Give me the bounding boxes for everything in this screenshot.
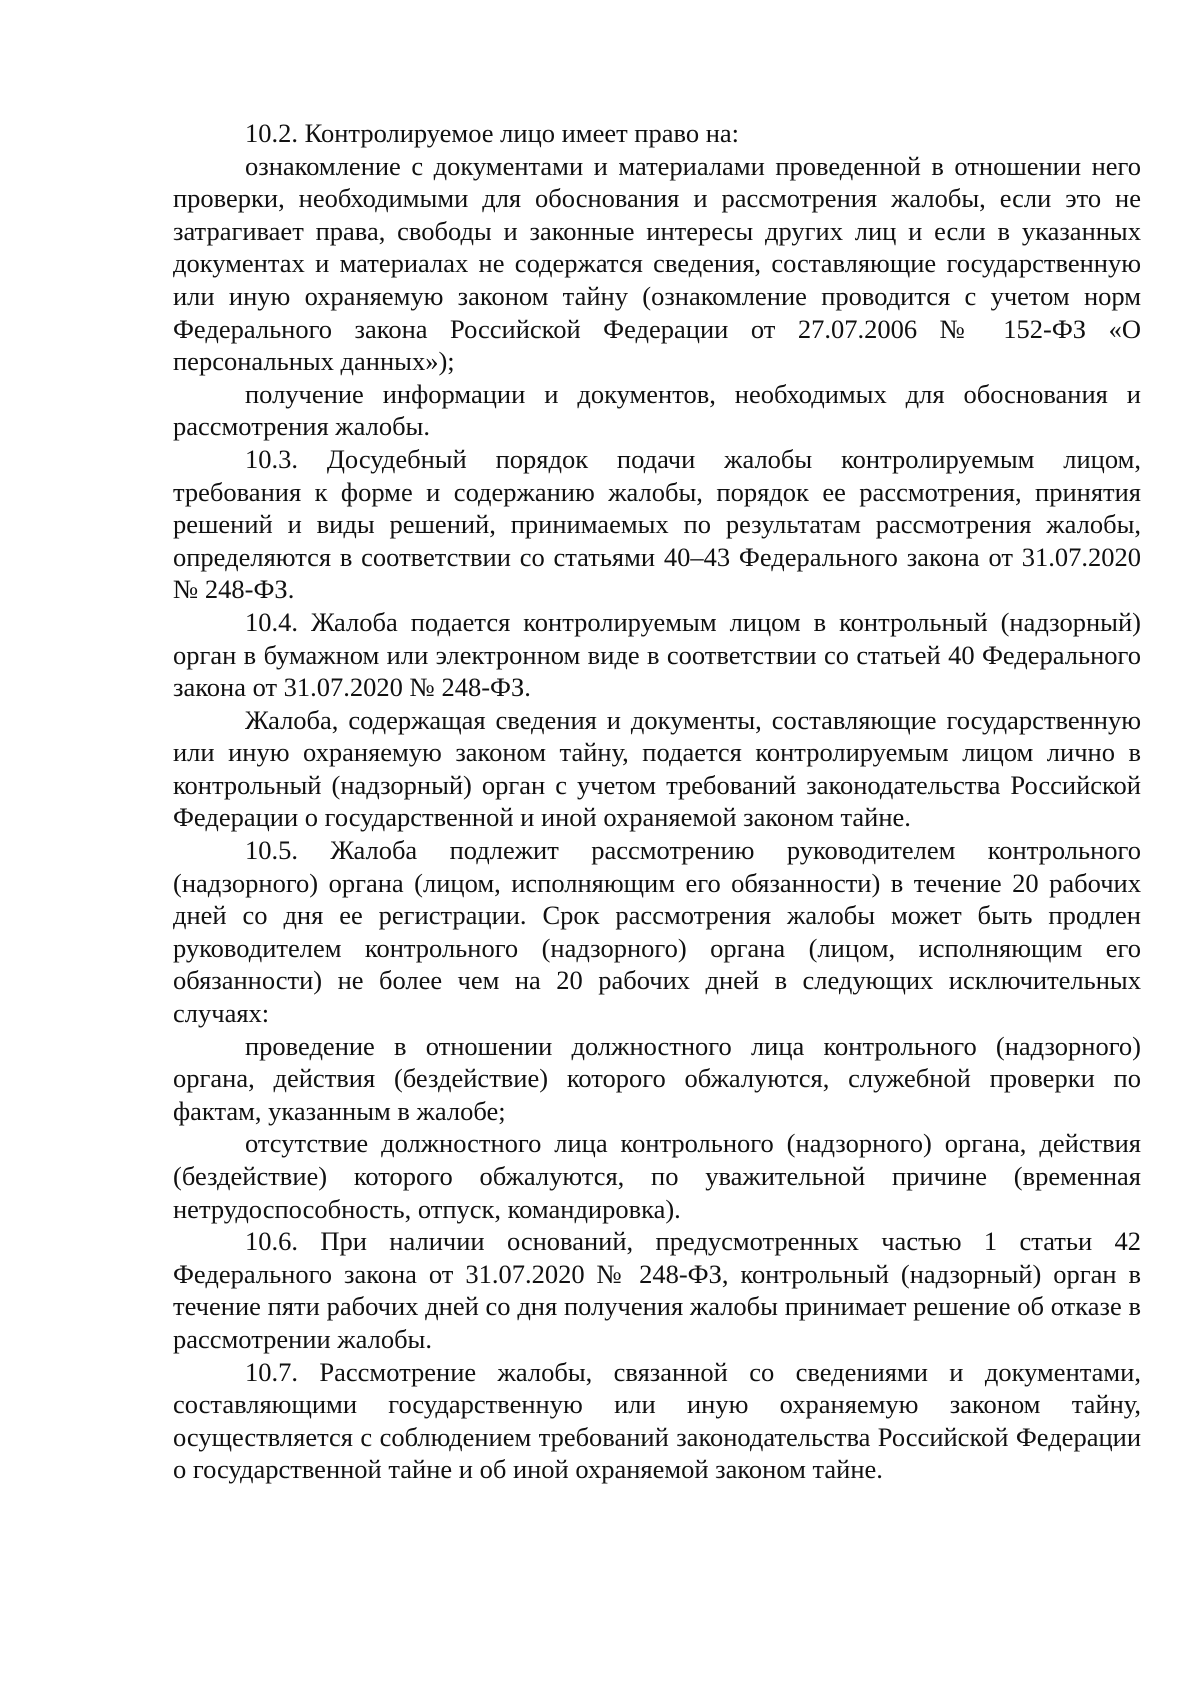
paragraph-secret-complaint: Жалоба, содержащая сведения и документы, составляющие государственную или иную охраняемую законом тайну, подается контролируемым лицом лично в контрольный (надзорный) орган с учетом требований законодательства Российской Федерации о государственной и иной охраняемой законом тайне.: [173, 704, 1141, 833]
paragraph-10-7: 10.7. Рассмотрение жалобы, связанной со сведениями и документами, составляющими государственную или иную охраняемую законом тайну, осуществляется с соблюдением требований законодательства Российской Федерации о государственной тайне и об иной охраняемой законом тайне.: [173, 1356, 1141, 1485]
paragraph-official-inspection-case: проведение в отношении должностного лица контрольного (надзорного) органа, действия (бездействие) которого обжалуются, служебной проверки по фактам, указанным в жалобе;: [173, 1030, 1141, 1126]
paragraph-familiarization-right: ознакомление с документами и материалами проведенной в отношении него проверки, необходимыми для обоснования и рассмотрения жалобы, если это не затрагивает права, свободы и законные интересы других лиц и если в указанных документах и материалах не содержатся сведения, составляющие государственную или иную охраняемую законом тайну (ознакомление проводится с учетом норм Федерального закона Российской Федерации от 27.07.2006 № 152-ФЗ «О персональных данных»);: [173, 150, 1141, 377]
paragraph-10-3: 10.3. Досудебный порядок подачи жалобы контролируемым лицом, требования к форме и содержанию жалобы, порядок ее рассмотрения, принятия решений и виды решений, принимаемых по результатам рассмотрения жалобы, определяются в соответствии со статьями 40–43 Федерального закона от 31.07.2020 № 248-ФЗ.: [173, 443, 1141, 605]
paragraph-10-6: 10.6. При наличии оснований, предусмотренных частью 1 статьи 42 Федерального закона от 31.07.2020 № 248-ФЗ, контрольный (надзорный) орган в течение пяти рабочих дней со дня получения жалобы принимает решение об отказе в рассмотрении жалобы.: [173, 1226, 1141, 1354]
paragraph-10-4: 10.4. Жалоба подается контролируемым лицом в контрольный (надзорный) орган в бумажном или электронном виде в соответствии со статьей 40 Федерального закона от 31.07.2020 № 248-ФЗ.: [173, 606, 1141, 703]
paragraph-10-2-heading: 10.2. Контролируемое лицо имеет право на:: [245, 118, 740, 148]
paragraph-information-right: получение информации и документов, необходимых для обоснования и рассмотрения жалобы.: [173, 378, 1141, 442]
document-body: [173, 117, 1141, 1486]
paragraph-official-absence-case: отсутствие должностного лица контрольного (надзорного) органа, действия (бездействие) которого обжалуются, по уважительной причине (временная нетрудоспособность, отпуск, командировка).: [173, 1128, 1141, 1224]
paragraph-10-5: 10.5. Жалоба подлежит рассмотрению руководителем контрольного (надзорного) органа (лицом, исполняющим его обязанности) в течение 20 рабочих дней со дня ее регистрации. Срок рассмотрения жалобы может быть продлен руководителем контрольного (надзорного) органа (лицом, исполняющим его обязанности) не более чем на 20 рабочих дней в следующих исключительных случаях:: [173, 835, 1141, 1029]
